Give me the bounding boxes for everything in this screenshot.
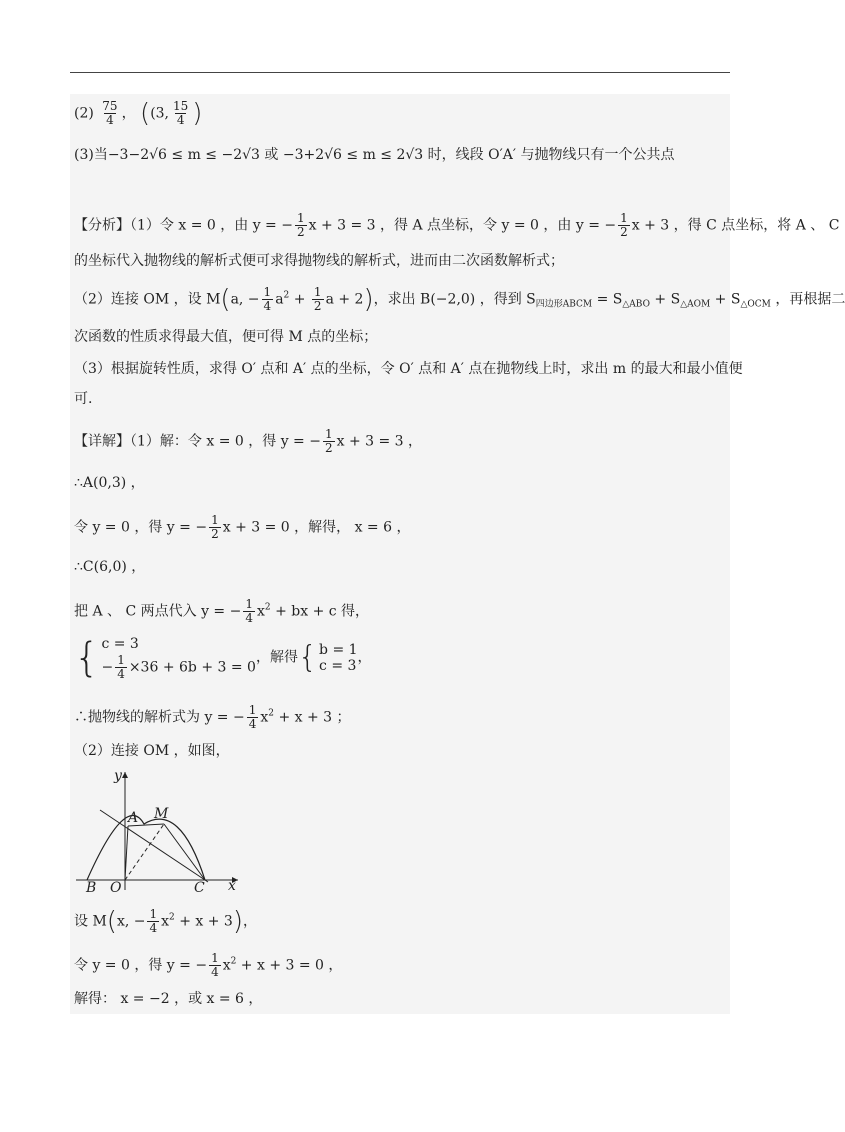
detail-line-1: 【详解】（1）解：令 x = 0 ，得 y = − $\frac{1}{2}$ x + 3 = 3 ， <box>74 427 423 455</box>
solution-body <box>70 94 845 1014</box>
detail-line-9: 设 M(x, − $\frac{1}{4}$ $x^2 + x + 3$)， <box>74 906 257 937</box>
answer-line-3: (3)当−3−2√6 ≤ m ≤ −2√3 或 −3+2√6 ≤ m ≤ 2√3 时，线段 O′A′ 与抛物线只有一个公共点 <box>74 147 675 163</box>
analysis-line-3: （2）连接 OM ，设 M(a, − $\frac{1}{4}$ $a^2$ + $\frac{1}{2}$ a + 2)，求出 B(−2,0) ，得到 $S_{四边形ABCM} = S_{\triangle ABO} + S_{\triangle AOM} + S_{\triangle OCM}$ ，再根据二 <box>74 284 845 315</box>
analysis-line-5: （3）根据旋转性质，求得 O′ 点和 A′ 点的坐标，令 O′ 点和 A′ 点在抛物线上时，求出 m 的最大和最小值便 <box>74 361 743 377</box>
header-rule <box>70 72 730 73</box>
fraction-75-4: $\frac{75}{4}$ <box>102 99 118 127</box>
label-a: A <box>128 810 139 826</box>
detail-line-2: ∴A(0,3) ， <box>74 475 145 491</box>
analysis-line-6: 可. <box>74 391 93 407</box>
analysis-line-1: 【分析】（1）令 x = 0 ，由 y = − $\frac{1}{2}$ x + 3 = 3 ，得 A 点坐标，令 y = 0 ，由 y = − $\frac{1}{2}$ x + 3 ，得 C 点坐标，将 A 、 C <box>74 211 840 239</box>
detail-line-8: （2）连接 OM ，如图， <box>74 743 230 759</box>
equation-system: { c = 3 − $\frac{1}{4}$ ×36 + 6b + 3 = 0 ，解得 { b = 1 c = 3 ， <box>74 634 372 681</box>
label-b: B <box>86 880 97 896</box>
answer-line-2: (2) $\frac{75}{4}$ ， ((3, $\frac{15}{4}$ ) <box>74 98 203 129</box>
detail-line-11: 解得： x = −2 ，或 x = 6 ， <box>74 991 263 1007</box>
detail-line-3: 令 y = 0 ，得 y = − $\frac{1}{2}$ x + 3 = 0 ，解得， x = 6 ， <box>74 513 411 541</box>
parabola-figure <box>70 762 250 894</box>
detail-line-10: 令 y = 0 ，得 y = − $\frac{1}{4}$ $x^2 + x + 3 = 0$ ， <box>74 951 343 979</box>
label-c: C <box>194 880 205 896</box>
detail-line-5: 把 A 、 C 两点代入 y = − $\frac{1}{4}$ $x^2$ + bx + c 得， <box>74 597 370 625</box>
label-y: y <box>114 768 122 784</box>
segment-om-dashed <box>125 824 164 880</box>
label-o: O <box>110 880 122 896</box>
detail-line-4: ∴C(6,0) ， <box>74 559 146 575</box>
segment-mc <box>164 824 205 880</box>
label-x: x <box>228 878 236 894</box>
label-m: M <box>154 806 169 822</box>
analysis-line-2: 的坐标代入抛物线的解析式便可求得抛物线的解析式，进而由二次函数解析式； <box>74 253 564 269</box>
analysis-line-4: 次函数的性质求得最大值，便可得 M 点的坐标； <box>74 329 378 345</box>
detail-line-7: ∴抛物线的解析式为 y = − $\frac{1}{4}$ $x^2 + x + 3$ ； <box>74 703 351 731</box>
